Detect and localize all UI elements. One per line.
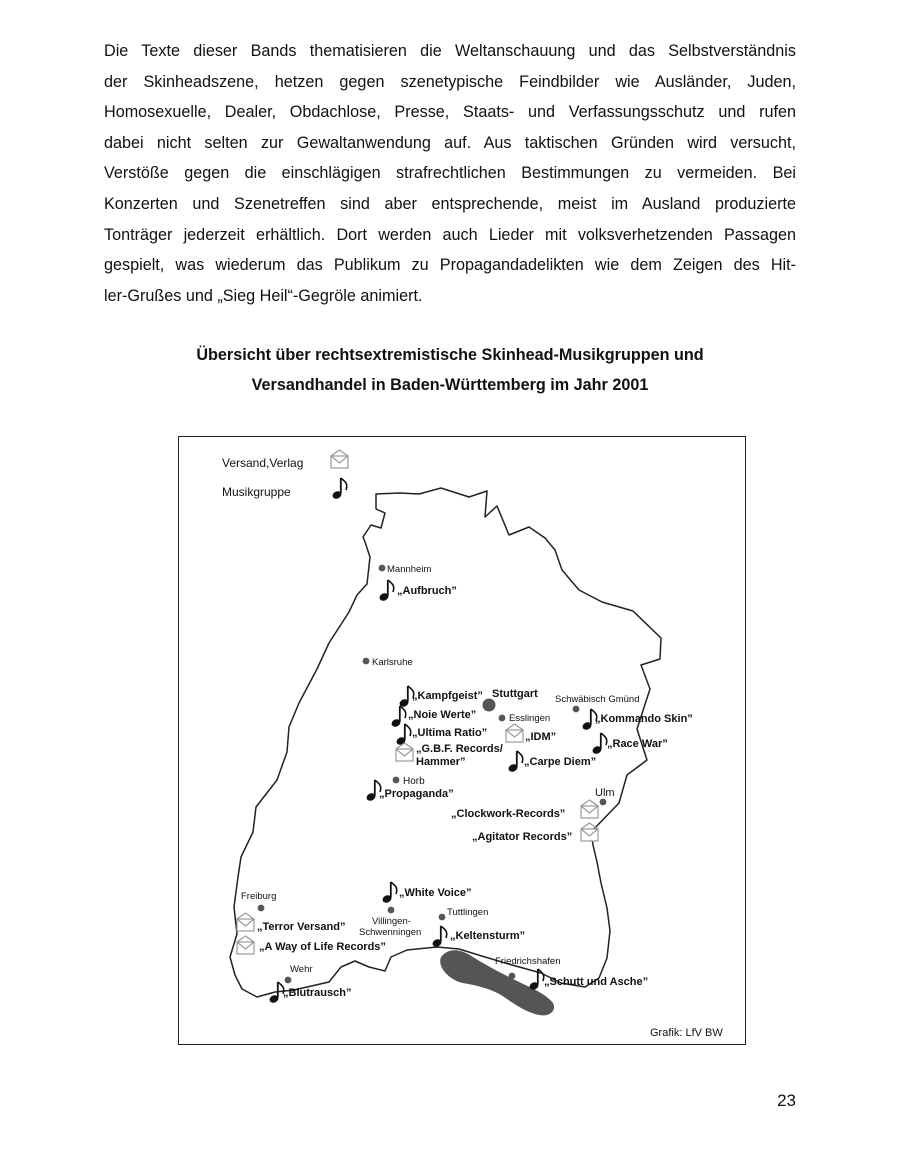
music-note-icon — [331, 478, 346, 500]
mail-clockwork: „Clockwork-Records” — [451, 808, 566, 820]
paragraph-line: Homosexuelle, Dealer, Obdachlose, Presse, Staats- und Verfassungsschutz und rufen — [104, 103, 796, 122]
envelope-icon — [331, 450, 348, 468]
band-white-voice: „White Voice” — [399, 887, 472, 899]
paragraph-line: Verstöße gegen die einschlägigen strafrechtlichen Bestimmungen zu vermeiden. Bei — [104, 164, 796, 183]
city-schwaebisch-gmuend: Schwäbisch Gmünd — [555, 694, 640, 705]
music-note-icon — [591, 733, 606, 755]
paragraph-line: Konzerten und Szenetreffen sind aber entsprechende, meist im Ausland produzierte — [104, 194, 796, 213]
music-note-icon — [395, 724, 410, 746]
music-note-icon — [378, 580, 393, 602]
envelope-icon — [237, 913, 254, 931]
paragraph-line: dabei nicht selten zur Gewaltanwendung auf. Aus taktischen Gründen wird versucht, — [104, 133, 796, 152]
band-blutrausch: „Blutrausch” — [283, 987, 352, 999]
envelope-icon — [396, 743, 413, 761]
map-credit: Grafik: LfV BW — [650, 1027, 723, 1039]
city-horb: Horb — [403, 776, 425, 787]
city-karlsruhe: Karlsruhe — [372, 657, 413, 668]
music-note-icon — [390, 706, 405, 728]
figure-heading-line-1: Übersicht über rechtsextremistische Skinhead-Musikgruppen und — [196, 346, 704, 364]
band-aufbruch: „Aufbruch” — [397, 585, 457, 597]
map-svg — [179, 437, 744, 1043]
city-ulm: Ulm — [595, 787, 615, 799]
city-dot — [393, 777, 400, 784]
city-dot — [573, 706, 580, 713]
city-freiburg: Freiburg — [241, 891, 277, 902]
band-kampfgeist: „Kampfgeist” — [412, 690, 483, 702]
city-dot — [363, 658, 370, 665]
mail-way-of-life: „A Way of Life Records” — [259, 941, 386, 953]
legend-mail-label: Versand,Verlag — [222, 456, 304, 470]
legend-band-label: Musikgruppe — [222, 485, 291, 499]
envelope-icon — [237, 936, 254, 954]
paragraph-line: gespielt, was wiederum das Publikum zu Propagandadelikten wie dem Zeigen des Hit- — [104, 256, 796, 275]
mail-idm: „IDM” — [525, 731, 557, 743]
mail-agitator: „Agitator Records” — [472, 831, 573, 843]
band-carpe-diem: „Carpe Diem” — [524, 756, 597, 768]
mail-gbf-line2: Hammer” — [416, 756, 466, 768]
body-paragraph — [104, 36, 796, 311]
city-tuttlingen: Tuttlingen — [447, 907, 489, 918]
city-dot — [600, 799, 607, 806]
city-dot — [258, 905, 265, 912]
band-keltensturm: „Keltensturm” — [450, 930, 526, 942]
band-propaganda: „Propaganda” — [379, 788, 454, 800]
page-number: 23 — [777, 1091, 796, 1110]
mail-gbf-line1: „G.B.F. Records/ — [416, 743, 503, 755]
paragraph-line: ler-Grußes und „Sieg Heil“-Gegröle animiert. — [104, 286, 423, 305]
band-ultima-ratio: „Ultima Ratio” — [412, 727, 488, 739]
paragraph-line: der Skinheadszene, hetzen gegen szenetypische Feindbilder wie Ausländer, Juden, — [104, 72, 796, 91]
city-villingen-2: Schwenningen — [359, 927, 422, 938]
city-friedrichshafen: Friedrichshafen — [495, 956, 561, 967]
city-dot — [285, 977, 292, 984]
mail-terror: „Terror Versand” — [257, 921, 346, 933]
envelope-icon — [506, 724, 523, 742]
city-wehr: Wehr — [290, 964, 313, 975]
city-dot — [388, 907, 395, 914]
envelope-icon — [581, 800, 598, 818]
city-dot — [439, 914, 446, 921]
band-noie-werte: „Noie Werte” — [408, 709, 477, 721]
city-esslingen: Esslingen — [509, 713, 551, 724]
city-villingen-1: Villingen- — [372, 916, 411, 927]
city-mannheim: Mannheim — [387, 564, 432, 575]
city-dot — [499, 715, 506, 722]
city-dot — [483, 699, 496, 712]
music-note-icon — [381, 882, 396, 904]
paragraph-line: Die Texte dieser Bands thematisieren die Weltanschauung und das Selbstverständnis — [104, 42, 796, 60]
envelope-icon — [581, 823, 598, 841]
music-note-icon — [431, 926, 446, 948]
band-kommando-skin: „Kommando Skin” — [595, 713, 693, 725]
figure-heading — [0, 340, 900, 400]
paragraph-line: Tonträger jederzeit erhältlich. Dort werden auch Lieder mit volksverhetzenden Passagen — [104, 225, 796, 244]
city-stuttgart: Stuttgart — [492, 688, 538, 700]
city-dot — [509, 973, 516, 980]
map-figure — [178, 436, 746, 1045]
figure-heading-line-2: Versandhandel in Baden-Württemberg im Jahr 2001 — [251, 376, 649, 394]
music-note-icon — [507, 751, 522, 773]
band-schutt-und-asche: „Schutt und Asche” — [544, 976, 649, 988]
city-dot — [379, 565, 386, 572]
band-race-war: „Race War” — [607, 738, 668, 750]
